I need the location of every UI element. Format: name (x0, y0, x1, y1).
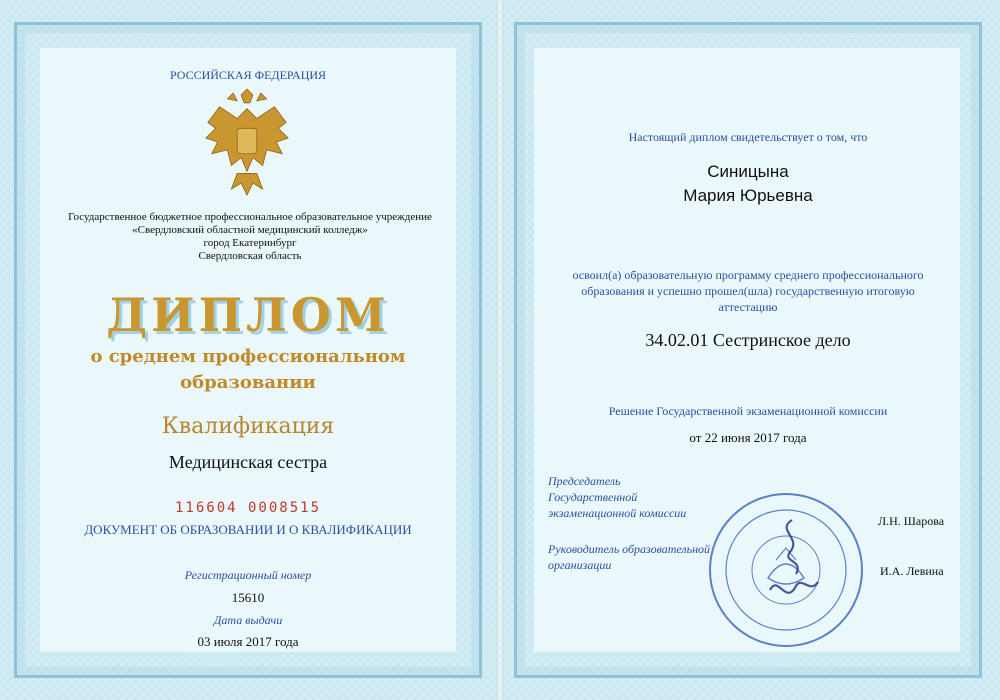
document-type: ДОКУМЕНТ ОБ ОБРАЗОВАНИИ И О КВАЛИФИКАЦИИ (84, 522, 412, 537)
decision-label: Решение Государственной экзаменационной комиссии (608, 404, 888, 418)
institution-line-3: город Екатеринбург (203, 237, 297, 249)
subtitle-line-2: образовании (180, 372, 316, 393)
page-fold (496, 0, 504, 700)
registration-number: 15610 (231, 590, 265, 605)
program-line-2: образования и успешно прошел(шла) государственную итоговую (581, 284, 915, 298)
institution-line-1: Государственное бюджетное профессиональное образовательное учреждение (68, 211, 432, 223)
official-seal-icon (706, 490, 866, 650)
registration-label: Регистрационный номер (184, 568, 312, 582)
institution-line-4: Свердловская область (198, 250, 302, 262)
recipient-surname: Синицына (707, 162, 789, 181)
head-line-1: Руководитель образовательной (548, 542, 711, 556)
country-name: РОССИЙСКАЯ ФЕДЕРАЦИЯ (169, 68, 327, 82)
head-name: И.А. Левина (880, 564, 944, 578)
recipient-name: Мария Юрьевна (683, 186, 813, 205)
chair-line-2: Государственной (548, 490, 638, 504)
issue-date: 03 июля 2017 года (197, 634, 299, 649)
chair-line-3: экзаменационной комиссии (548, 506, 687, 520)
specialty: 34.02.01 Сестринское дело (645, 330, 851, 350)
qualification-label: Квалификация (161, 414, 335, 439)
subtitle-line-1: о среднем профессиональном (90, 346, 406, 367)
program-line-1: освоил(а) образовательную программу среднего профессионального (572, 268, 924, 282)
qualification-value: Медицинская сестра (168, 452, 328, 472)
issue-date-label: Дата выдачи (213, 613, 283, 627)
chair-line-1: Председатель (548, 474, 621, 488)
diploma-title: ДИПЛОМ (106, 288, 390, 342)
decision-date: от 22 июня 2017 года (689, 430, 807, 445)
intro-text: Настоящий диплом свидетельствует о том, что (628, 130, 868, 144)
double-headed-eagle-emblem-icon (198, 88, 296, 198)
head-line-2: организации (548, 558, 612, 572)
institution-line-2: «Свердловский областной медицинский колледж» (132, 224, 368, 236)
program-line-3: аттестацию (718, 300, 778, 314)
serial-number: 116604 0008515 (174, 500, 322, 516)
chair-name: Л.Н. Шарова (878, 514, 945, 528)
